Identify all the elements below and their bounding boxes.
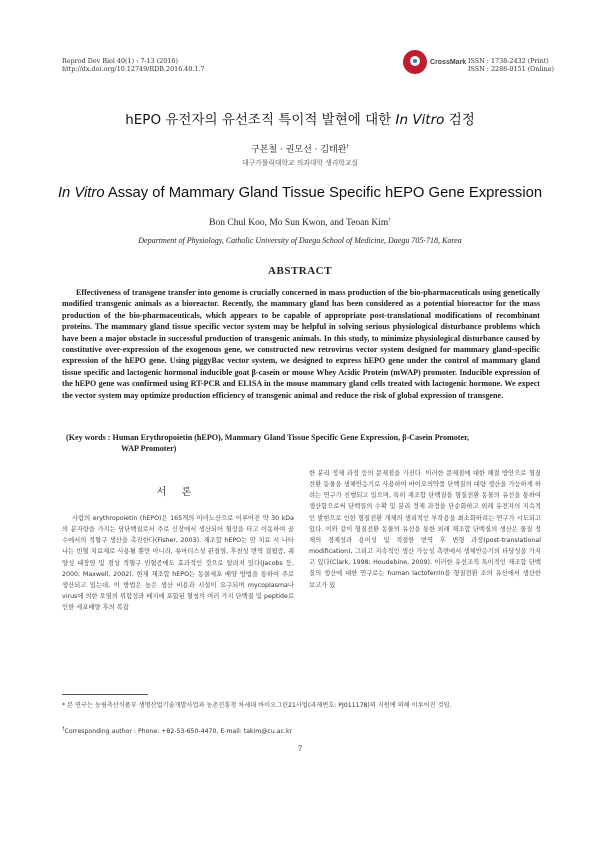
keywords-line2: WAP Promoter) <box>121 444 177 454</box>
crossmark-badge[interactable] <box>403 50 466 74</box>
issn-block <box>468 57 554 73</box>
journal-header <box>62 57 205 73</box>
body-text-left-column: 사람의 erythropoietin (hEPO)은 165개의 아미노산으로 이루어진 약 30 kDa의 분자량을 가지는 당단백질로서 주로 신장에서 생산되어 혈장을 타고 이동하여 골수에서의 적혈구 생산을 촉진한다(Fisher, 2003). 재조합 hEPO는 암 치료 시 나타나는 빈혈 치료제로 사용될 뿐만 아니라, 류마티스성 관절염, 후천성 면역 결핍증, 궤양성 대장염 및 겸상 적혈구 빈혈증에도 효과적인 것으로 알려져 있다(Jacobs 등, 2000; Maxwell, 2002). 현재 재조합 hEPO는 동물세포 배양 방법을 통하여 주로 생산되고 있는데, 이 방법은 높은 생산 비용과 시설이 요구되며 mycoplasma나 virus에 의한 오염의 위험성과 배지에 포함된 혈청의 여러 가지 단백질 및 peptide로 인한 세포배양 후의 복잡 <box>62 515 294 612</box>
crossmark-label: CrossMark <box>430 58 467 66</box>
crossmark-icon <box>403 50 427 74</box>
authors-english: Bon Chul Koo, Mo Sun Kwon, and Teoan Kim† <box>209 218 391 229</box>
affiliation-english: Department of Physiology, Catholic University of Daegu School of Medicine, Daegu 705-718, Korea <box>138 236 462 245</box>
footnote-corresponding-author: †Corresponding author : Phone: +82-53-650-4470, E-mail: takim@cu.ac.kr <box>62 726 293 736</box>
keywords <box>66 432 540 455</box>
issn-print: ISSN : 1738-2432 (Print) <box>468 57 549 65</box>
page-number: 7 <box>298 744 302 753</box>
keywords-line1: (Key words : Human Erythropoietin (hEPO), Mammary Gland Tissue Specific Gene Expression, β-Casein Promoter, <box>66 433 469 442</box>
body-text-right-column: 한 분리 정제 과정 등의 문제점을 가진다. 이러한 문제점에 대한 해결 방안으로 형질전환 동물을 생체반응기로 사용하여 바이오의약품 단백질의 대량 생산을 가능하게 하려는 연구가 진행되고 있으며, 특히 재조합 단백질을 형질전환 동물의 유선을 통하여 생산함으로써 단백질의 수확 및 분리 정제 과정을 단순화하고 외래 유전자의 지속적인 발현으로 인한 형질전환 개체의 생리적인 부작용을 최소화하려는 연구가 시도되고 있다. 이와 같이 형질전환 동물의 유선을 통한 외래 재조합 단백질의 생산은 물질 정제의 경제성과 용이성 및 적절한 번역 후 변형 과정(post-translational modification), 그리고 지속적인 생산 가능성 측면에서 생체반응기의 타당성을 가지고 있다(Clark, 1998; Houdebine, 2009). 이러한 유선조직 특이적인 재조합 단백질의 생산에 대한 연구로는 human lactoferrin을 형질전환 소의 유선에서 생산한 보고가 있 <box>309 470 541 589</box>
journal-citation: Reprod Dev Biol 40(1) : 7-13 (2016) <box>62 57 178 65</box>
footnote-funding: * 본 연구는 농림축산식품부 생명산업기술개발사업과 농촌진흥청 차세대 바이오그린21사업(과제번호: PJ011178)의 지원에 의해 이루어진 것임. <box>62 702 452 709</box>
abstract-heading: ABSTRACT <box>268 265 332 277</box>
issn-online: ISSN : 2288-0151 (Online) <box>468 65 555 74</box>
footnote-divider <box>62 694 148 695</box>
section-heading-introduction: 서 론 <box>156 487 198 498</box>
authors-korean: 구본철 · 권모선 · 김태완† <box>251 144 349 155</box>
affiliation-korean: 대구가톨릭대학교 의과대학 생리학교실 <box>242 159 358 167</box>
title-english: In Vitro Assay of Mammary Gland Tissue Specific hEPO Gene Expression <box>57 185 543 201</box>
abstract-body: Effectiveness of transgene transfer into genome is crucially concerned in mass production of the bio-pharmaceuticals using genetically modified transgenic animals as a bioreactor. Recently, the mammary gland has been considered as a potential bioreactor for the mass production of the bio-pharmaceuticals, which appears to be capable of appropriate post-translational modifications of recombinant proteins. The mammary gland tissue specific vector system may be helpful in solving serious physiological disturbance problems which have been a major obstacle in successful production of transgenic animals. In this study, to minimize physiological disturbance caused by constitutive over-expression of the exogenous gene, we constructed new retrovirus vector system designed for mammary gland-specific expression of the hEPO gene. Using piggyBac vector system, we designed to express hEPO gene under the control of mammary gland tissue specific and lactogenic hormonal inducible goat β-casein or mouse Whey Acidic Protein (mWAP) promoter. Inducible expression of the hEPO gene was confirmed using RT-PCR and ELISA in the mouse mammary gland cells treated with lactogenic hormone. We expect the vector system may optimize production efficiency of transgenic animal and reduce the risk of global expression of transgene. <box>62 288 540 400</box>
doi-link[interactable]: http://dx.doi.org/10.12749/RDB.2016.40.1.7 <box>62 65 205 74</box>
title-korean: hEPO 유전자의 유선조직 특이적 발현에 대한 In Vitro 검정 <box>125 112 475 128</box>
